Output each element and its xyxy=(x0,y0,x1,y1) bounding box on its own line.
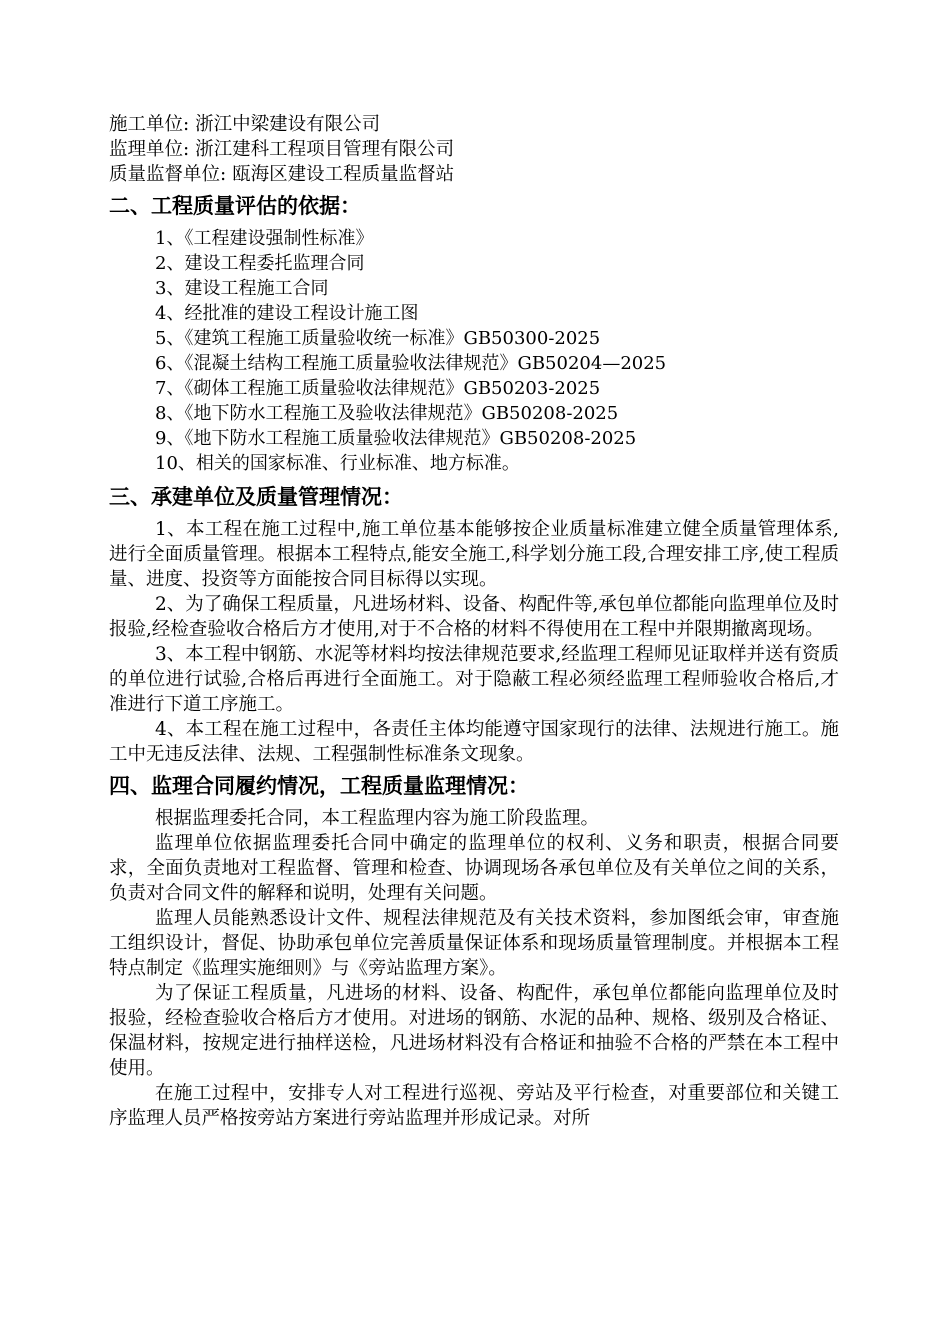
section-2-heading: 二、工程质量评估的依据： xyxy=(109,194,361,218)
list-item: 3、建设工程施工合同 xyxy=(155,278,329,299)
section-4-paragraph: 根据监理委托合同，本工程监理内容为施工阶段监理。 xyxy=(155,808,600,829)
list-item: 4、经批准的建设工程设计施工图 xyxy=(155,303,419,324)
section-4-paragraph: 监理单位依据监理委托合同中确定的监理单位的权利、义务和职责，根据合同要求，全面负责地对工程监督、管理和检查、协调现场各承包单位及有关单位之间的关系，负责对合同文件的解释和说明，处理有关问题。 xyxy=(109,833,839,904)
list-item: 7、《砌体工程施工质量验收法律规范》GB50203-2025 xyxy=(155,378,601,399)
section-3-paragraph: 3、本工程中钢筋、水泥等材料均按法律规范要求,经监理工程师见证取样并送有资质的单位进行试验,合格后再进行全面施工。对于隐蔽工程必须经监理工程师验收合格后,才准进行下道工序施工。 xyxy=(109,644,839,715)
document-page xyxy=(109,112,839,1131)
section-4-paragraph: 监理人员能熟悉设计文件、规程法律规范及有关技术资料，参加图纸会审，审查施工组织设计，督促、协助承包单位完善质量保证体系和现场质量管理制度。并根据本工程特点制定《监理实施细则》与《旁站监理方案》。 xyxy=(109,908,839,979)
info-construction-unit: 施工单位: 浙江中梁建设有限公司 xyxy=(109,114,381,135)
section-3-paragraph: 2、为了确保工程质量，凡进场材料、设备、构配件等,承包单位都能向监理单位及时报验,经检查验收合格后方才使用,对于不合格的材料不得使用在工程中并限期撤离现场。 xyxy=(109,594,839,640)
list-item: 8、《地下防水工程施工及验收法律规范》GB50208-2025 xyxy=(155,403,619,424)
project-info xyxy=(109,112,839,187)
section-4-paragraph: 为了保证工程质量，凡进场的材料、设备、构配件，承包单位都能向监理单位及时报验，经检查验收合格后方才使用。对进场的钢筋、水泥的品种、规格、级别及合格证、保温材料，按规定进行抽样送检，凡进场材料没有合格证和抽验不合格的严禁在本工程中使用。 xyxy=(109,983,839,1079)
section-4-heading: 四、监理合同履约情况，工程质量监理情况： xyxy=(109,774,529,798)
info-supervision-unit: 监理单位: 浙江建科工程项目管理有限公司 xyxy=(109,139,455,160)
list-item: 9、《地下防水工程施工质量验收法律规范》GB50208-2025 xyxy=(155,428,637,449)
section-2-list xyxy=(109,226,839,476)
info-quality-supervision-unit: 质量监督单位: 瓯海区建设工程质量监督站 xyxy=(109,164,455,185)
section-3-heading: 三、承建单位及质量管理情况： xyxy=(109,485,403,509)
list-item: 1、《工程建设强制性标准》 xyxy=(155,228,374,249)
list-item: 6、《混凝土结构工程施工质量验收法律规范》GB50204—2025 xyxy=(155,353,667,374)
list-item: 5、《建筑工程施工质量验收统一标准》GB50300-2025 xyxy=(155,328,601,349)
section-3-paragraph: 4、本工程在施工过程中，各责任主体均能遵守国家现行的法律、法规进行施工。施工中无违反法律、法规、工程强制性标准条文现象。 xyxy=(109,719,839,765)
section-4-paragraph: 在施工过程中，安排专人对工程进行巡视、旁站及平行检查，对重要部位和关键工序监理人员严格按旁站方案进行旁站监理并形成记录。对所 xyxy=(109,1083,839,1129)
list-item: 2、建设工程委托监理合同 xyxy=(155,253,365,274)
section-3-paragraph: 1、本工程在施工过程中,施工单位基本能够按企业质量标准建立健全质量管理体系,进行全面质量管理。根据本工程特点,能安全施工,科学划分施工段,合理安排工序,使工程质量、进度、投资等方面能按合同目标得以实现。 xyxy=(109,519,839,590)
list-item: 10、相关的国家标准、行业标准、地方标准。 xyxy=(155,453,520,474)
